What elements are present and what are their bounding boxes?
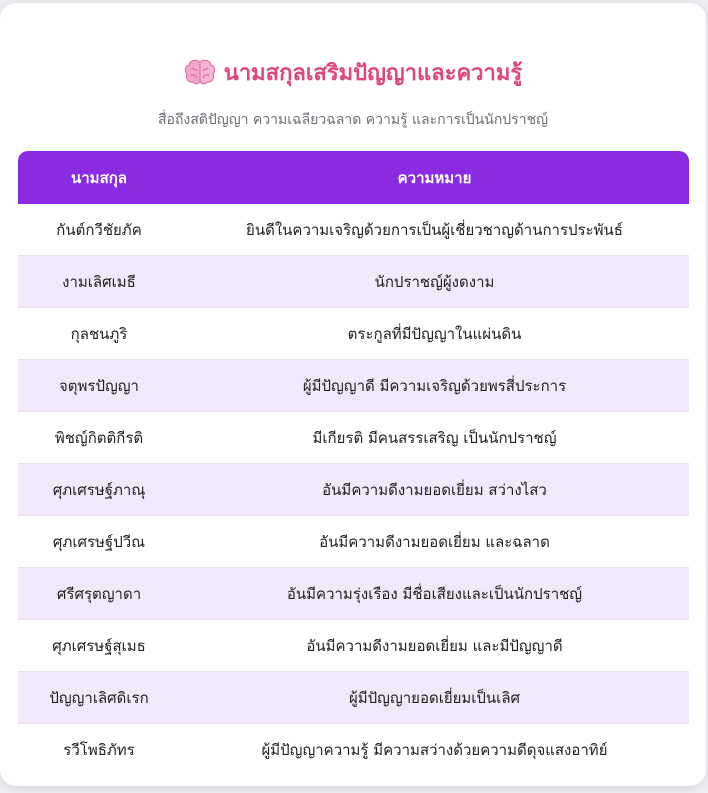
cell-surname: จตุพรปัญญา: [18, 360, 180, 412]
cell-meaning: ผู้มีปัญญายอดเยี่ยมเป็นเลิศ: [180, 672, 689, 724]
cell-surname: ศุภเศรษฐ์ภาณุ: [18, 464, 180, 516]
column-header-meaning: ความหมาย: [180, 151, 689, 204]
table-row: [18, 204, 689, 256]
cell-meaning: อันมีความรุ่งเรือง มีชื่อเสียงและเป็นนักปราชญ์: [180, 568, 689, 620]
column-header-surname: นามสกุล: [18, 151, 180, 204]
cell-meaning: อันมีความดีงามยอดเยี่ยม และฉลาด: [180, 516, 689, 568]
table-header-row: [18, 151, 689, 204]
page-title: [0, 55, 706, 90]
cell-meaning: ผู้มีปัญญาความรู้ มีความสว่างด้วยความดีดุจแสงอาทิย์: [180, 724, 689, 775]
table-row: [18, 724, 689, 775]
brain-icon: [184, 59, 216, 85]
cell-surname: กันต์กวีชัยภัค: [18, 204, 180, 256]
content-card: [0, 3, 706, 786]
table-row: [18, 464, 689, 516]
cell-meaning: ผู้มีปัญญาดี มีความเจริญด้วยพรสี่ประการ: [180, 360, 689, 412]
table-row: [18, 360, 689, 412]
cell-surname: กุลชนภูริ: [18, 308, 180, 360]
table-row: [18, 620, 689, 672]
cell-surname: ศุภเศรษฐ์ปวีณ: [18, 516, 180, 568]
cell-surname: พิชญ์กิตติกีรติ: [18, 412, 180, 464]
table-row: [18, 516, 689, 568]
table-row: [18, 256, 689, 308]
table-row: [18, 308, 689, 360]
cell-surname: รวีโพธิภัทร: [18, 724, 180, 775]
surname-table: [18, 151, 689, 775]
table-row: [18, 568, 689, 620]
cell-meaning: มีเกียรติ มีคนสรรเสริญ เป็นนักปราชญ์: [180, 412, 689, 464]
page-subtitle: สื่อถึงสติปัญญา ความเฉลียวฉลาด ความรู้ และการเป็นนักปราชญ์: [157, 112, 548, 128]
table-body: [18, 204, 689, 775]
title-text: นามสกุลเสริมปัญญาและความรู้: [223, 61, 523, 86]
table-row: [18, 672, 689, 724]
cell-meaning: นักปราชญ์ผู้งดงาม: [180, 256, 689, 308]
table-row: [18, 412, 689, 464]
cell-meaning: ตระกูลที่มีปัญญาในแผ่นดิน: [180, 308, 689, 360]
cell-surname: ศรีศรุตญาดา: [18, 568, 180, 620]
cell-meaning: ยินดีในความเจริญด้วยการเป็นผู้เชี่ยวชาญด้านการประพันธ์: [180, 204, 689, 256]
cell-meaning: อันมีความดีงามยอดเยี่ยม และมีปัญญาดี: [180, 620, 689, 672]
cell-surname: ปัญญาเลิศดิเรก: [18, 672, 180, 724]
cell-surname: ศุภเศรษฐ์สุเมธ: [18, 620, 180, 672]
cell-meaning: อันมีความดีงามยอดเยี่ยม สว่างไสว: [180, 464, 689, 516]
cell-surname: งามเลิศเมธี: [18, 256, 180, 308]
